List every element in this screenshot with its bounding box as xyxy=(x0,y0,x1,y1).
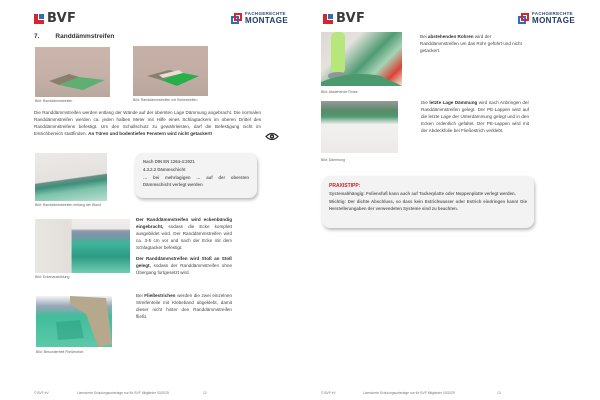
flow-pre: Bei xyxy=(136,293,145,298)
document-page-13 xyxy=(300,0,600,400)
norm-reference-box xyxy=(135,153,257,198)
norm-line-3: … bei mehrlagigen … auf der obersten Dämmschicht verlegt werden xyxy=(143,175,249,187)
section-heading xyxy=(34,33,114,40)
caption-img5: Bild: Besonderheit Fließestrich xyxy=(36,350,84,354)
page-number: 12 xyxy=(203,391,207,395)
photo-randdaemmstreifen-klebestreifen xyxy=(133,46,208,96)
layer-bold: letzte Lage Dämmung xyxy=(429,100,478,105)
tip-title: PRAXISTIPP: xyxy=(329,183,361,189)
intro-bold: An Türen und bodentiefen Fenstern wird nicht getackert! xyxy=(88,130,213,136)
pipe-paragraph xyxy=(420,34,528,55)
intro-text: Die Randdämmstreifen werden entlang der Wände auf der obersten Lage Dämmung angebracht. Die normalen Randdämmstreifen werden ca. jeden halben Meter mit Hilfe eines Schlagtackers im oberen Drittel des Randdämmstreifens befestigt. Um den Schallschutz zu gewährleisten, darf die Befestigung nicht im Estrichbereich stattfinden. xyxy=(34,110,261,136)
bvf-logo xyxy=(323,11,365,26)
bvf-logo-text: BVF xyxy=(336,11,366,26)
photo-eckenausbildung xyxy=(35,219,130,273)
section-number: 7. xyxy=(34,33,40,40)
caption-img2: Bild: Randdämmstreifen mit Klebestreifen xyxy=(133,98,198,102)
joint-bold: Der Randdämmstreifen wird Stoß an Stoß gelegt, xyxy=(136,256,232,268)
corner-paragraph xyxy=(136,217,232,252)
bvf-logo xyxy=(34,11,76,26)
bvf-logo-text: BVF xyxy=(47,11,77,26)
eye-icon[interactable] xyxy=(265,132,279,141)
flow-bold: Fließestrichen xyxy=(144,293,176,298)
pipe-text: wird der Randdämmstreifen um das Rohr geführt und nicht getackert. xyxy=(420,34,522,53)
fachgerechte-montage-mark-icon xyxy=(231,13,242,24)
pipe-bold: abstehenden Rohren xyxy=(427,34,474,39)
tip-paragraph-2: Wichtig: Der dichte Abschluss, so dass kein Estrichwasser oder Estrich eindringen kann! Die Herstellerangaben der verwendeten Systeme sind zu beachten. xyxy=(329,199,527,211)
fachgerechte-montage-logo xyxy=(231,12,288,25)
photo-randdaemmstreifen xyxy=(35,47,110,97)
footer-license: Lizenzierte Schulungsunterlage nur für BVF Mitglieder 03/2025 xyxy=(363,391,455,395)
photo-fliessestrich xyxy=(36,296,112,347)
layer-text: wird nach Anbringen der Randdämmstreifen gelegt. Der PE-Lappen wird auf die letzte Lage der Unterdämmung gelegt und in den Ecken ordentlich gefaltet. Der PE-Lappen wird mit der Abdeckfolie bei Fließestrich verklebt. xyxy=(421,100,529,133)
pipe-pre: Bei xyxy=(420,34,428,39)
caption-img3: Bild: Randdämmstreifen entlang der Wand xyxy=(35,203,101,207)
tip-paragraph-1: Systemabhängig: Foliensfuß kann auch auf Tackerplatte oder Noppenplatte verlegt werden. xyxy=(329,191,516,197)
norm-line-2: 4.3.2.2 Dämmschicht xyxy=(143,167,186,173)
joint-paragraph xyxy=(136,256,232,277)
bvf-logo-mark-icon xyxy=(34,14,44,24)
section-title: Randdämmstreifen xyxy=(55,33,115,40)
footer-copyright: © BVF eV xyxy=(321,391,336,395)
caption-img7: Bild: Dämmung xyxy=(321,158,345,162)
fachgerechte-montage-logo xyxy=(518,12,575,25)
photo-wand xyxy=(35,153,107,201)
caption-img1: Bild: Randdämmstreifen xyxy=(35,99,73,103)
logo-text-bottom: MONTAGE xyxy=(532,15,576,25)
footer-license: Lizenzierte Schulungsunterlage nur für BVF Mitglieder 03/2025 xyxy=(77,391,169,395)
intro-paragraph xyxy=(34,110,261,138)
corner-bold: Der Randdämmstreifen wird eckenbündig eingebracht, xyxy=(136,217,232,229)
flow-text: werden die zwei einzelnen Streifenteile mit Klebeband abgeklebt, damit dieser nicht hinter den Randdämmstreifen fließt. xyxy=(136,293,232,319)
joint-text: sodass der Randdämmstreifen ohne Übergang fortgesetzt wird. xyxy=(136,262,232,275)
logo-text-bottom: MONTAGE xyxy=(245,15,289,25)
logo-text-top: FACHGERECHTE xyxy=(532,11,573,16)
layer-paragraph xyxy=(421,100,529,135)
praxistipp-box xyxy=(322,176,534,228)
photo-daemmung xyxy=(321,101,398,153)
caption-img6: Bild: Abstehende Rohre xyxy=(321,90,358,94)
layer-pre: Die xyxy=(421,100,430,105)
bvf-logo-mark-icon xyxy=(323,14,333,24)
footer-copyright: © BVF eV xyxy=(34,391,49,395)
logo-text-top: FACHGERECHTE xyxy=(245,11,286,16)
photo-abstehende-rohre xyxy=(321,32,402,86)
fachgerechte-montage-mark-icon xyxy=(518,13,529,24)
caption-img4: Bild: Eckenausbildung xyxy=(35,275,70,279)
page-number: 13 xyxy=(497,391,501,395)
corner-text: sodass die Ecke komplett ausgebildet wird. Der Randdämmstreifen wird ca. 3-5 cm vor und nach der Ecke mit dem Schlagtacker befestigt. xyxy=(136,223,232,250)
flow-paragraph xyxy=(136,293,232,321)
norm-line-1: Nach DIN EN 1264-4:2021 xyxy=(143,159,195,164)
